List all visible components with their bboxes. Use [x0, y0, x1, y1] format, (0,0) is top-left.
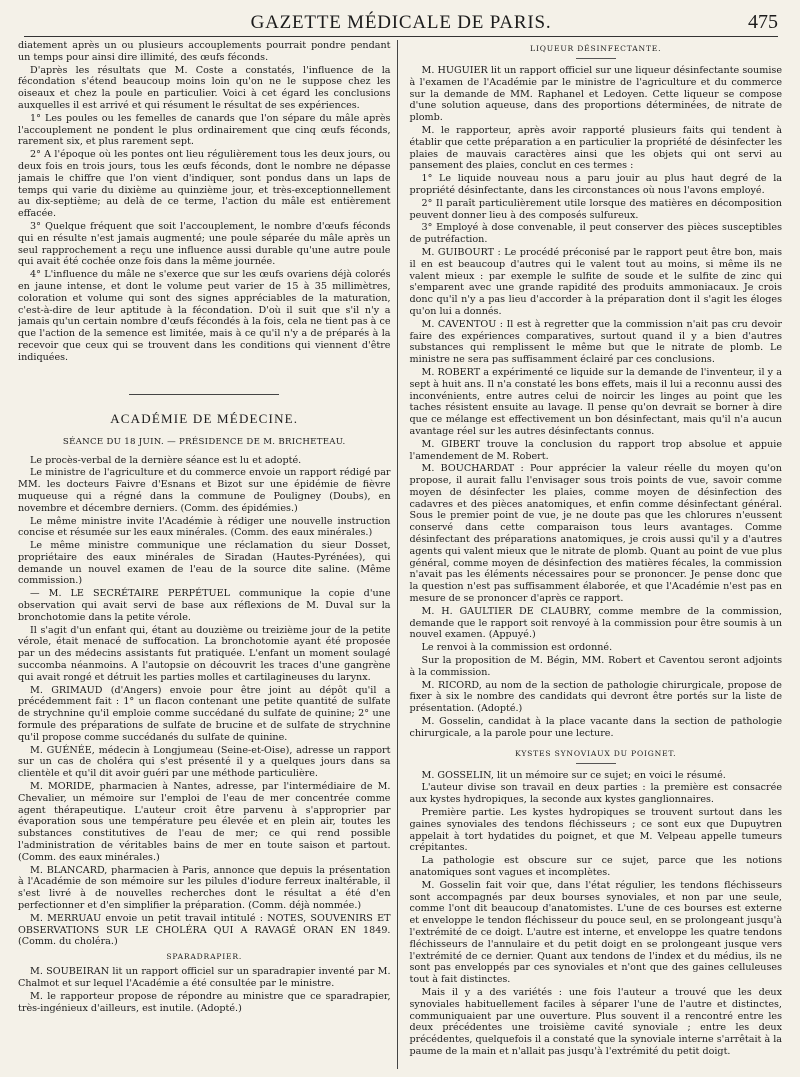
paragraph: M. GUÉNÉE, médecin à Longjumeau (Seine-et-Oise), adresse un rapport sur un cas de choléra qui s'est présenté il y a quelques jours dans sa clientèle et qu'il dit avoir guéri par une méthode particulière. [18, 744, 391, 780]
paragraph: M. GUIBOURT : Le procédé préconisé par le rapport peut être bon, mais il en est beaucoup d'autres qui le valent tout au moins, si même ils ne valent mieux : par exemple le sulfite de soude et le sulfite de zinc qui s'emparent avec une grande rapidité des produits ammoniacaux. Je crois donc qu'il n'y a pas lieu d'accorder à la préparation dont il s'agit les éloges qu'on lui a donnés. [409, 246, 782, 317]
left-column [18, 40, 398, 1069]
paragraph: 2° Il paraît particulièrement utile lorsque des matières en décomposition peuvent donner lieu à des composés sulfureux. [409, 197, 782, 221]
kystes-heading: KYSTES SYNOVIAUX DU POIGNET. [515, 748, 677, 758]
paragraph: Première partie. Les kystes hydropiques se trouvent surtout dans les gaines synoviales des tendons fléchisseurs ; ce sont eux que Dupuytren appelait à tort hydatides du poignet, et que M. Velpeau appelle tumeurs crépitantes. [409, 807, 782, 854]
paragraph: M. GIBERT trouve la conclusion du rapport trop absolue et appuie l'amendement de M. Robert. [409, 438, 782, 462]
paragraph: M. SOUBEIRAN lit un rapport officiel sur un sparadrapier inventé par M. Chalmot et sur lequel l'Académie a été consultée par le ministre. [18, 966, 391, 989]
paragraph: Il s'agit d'un enfant qui, étant au douzième ou treizième jour de la petite vérole, était menacé de suffocation. La bronchotomie ayant été proposée par un des médecins assistants fut pratiquée. L'enfant un moment soulagé succomba néanmoins. A l'autopsie on découvrit les traces d'une gangrène qui avait rongé et détruit les parties molles et cartilagineuses du larynx. [18, 624, 391, 683]
paragraph: Le même ministre invite l'Académie à rédiger une nouvelle instruction concise et résumée sur les eaux minérales. (Comm. des eaux minérales.) [18, 515, 391, 539]
paragraph: D'après les résultats que M. Coste a constatés, l'influence de la fécondation s'étend beaucoup moins loin qu'on ne le suppose chez les oiseaux et chez la poule en particulier. Voici à cet égard les conclusions auxquelles il est arrivé et qui résument le résultat de ses expériences. [18, 64, 391, 111]
paragraph: M. MORIDE, pharmacien à Nantes, adresse, par l'intermédiaire de M. Chevalier, un mémoire sur l'emploi de l'eau de mer concentrée comme agent thérapeutique. L'auteur croit être parvenu à s'approprier par évaporation sous une température peu élevée et en plein air, toutes les substances constitutives de l'eau de mer; ce qui rend possible l'administration de véritables bains de mer en toute saison et partout. (Comm. des eaux minérales.) [18, 781, 391, 863]
paragraph: M. HUGUIER lit un rapport officiel sur une liqueur désinfectante soumise à l'examen de l'Académie par le ministre de l'agriculture et du commerce sur la demande de MM. Raphanel et Ledoyen. Cette liqueur se compose d'une solution aqueuse, dans des proportions déterminées, de nitrate de plomb. [409, 65, 782, 124]
paragraph: L'auteur divise son travail en deux parties : la première est consacrée aux kystes hydropiques, la seconde aux kystes ganglionnaires. [409, 782, 782, 806]
journal-title: GAZETTE MÉDICALE DE PARIS. [250, 12, 552, 33]
paragraph: M. Gosselin, candidat à la place vacante dans la section de pathologie chirurgicale, a la parole pour une lecture. [409, 716, 782, 739]
paragraph: La pathologie est obscure sur ce sujet, parce que les notions anatomiques sont vagues et incomplètes. [409, 855, 782, 878]
academy-section-title: ACADÉMIE DE MÉDECINE. [110, 410, 299, 426]
paragraph: M. BLANCARD, pharmacien à Paris, annonce que depuis la présentation à l'Académie de son mémoire sur les pilules d'iodure ferreux inaltérable, il s'est livré à de nouvelles recherches dont le résultat a été d'en perfectionner et d'en simplifier la préparation. (Comm. déjà nommée.) [18, 864, 391, 911]
paragraph: Le procès-verbal de la dernière séance est lu et adopté. [30, 454, 302, 466]
paragraph: M. GRIMAUD (d'Angers) envoie pour être joint au dépôt qu'il a précédemment fait : 1° un flacon contenant une petite quantité de sulfate de strychnine qu'il emploie comme succédané du sulfate de quinine; 2° une formule des préparations de sulfate de brucine et de sulfate de strychnine qu'il propose comme succédanés du sulfate de quinine. [18, 684, 391, 743]
paragraph: Mais il y a des variétés : une fois l'auteur a trouvé que les deux synoviales habituellement faciles à séparer l'une de l'autre et distinctes, communiquaient par une ouverture. Plus souvent il a rencontré entre les deux précédentes une troisième cavité synoviale ; entre les deux précédentes, quelquefois il a constaté que la synoviale interne s'arrêtait à la paume de la main et n'allait pas jusqu'à l'extrémité du petit doigt. [409, 986, 782, 1057]
paragraph: 1° Le liquide nouveau nous a paru jouir au plus haut degré de la propriété désinfectante, dans les circonstances où nous l'avons employé. [409, 173, 782, 196]
paragraph: M. GOSSELIN, lit un mémoire sur ce sujet; en voici le résumé. [421, 769, 726, 781]
paragraph: M. RICORD, au nom de la section de pathologie chirurgicale, propose de fixer à six le nombre des candidats qui devront être portés sur la liste de présentation. (Adopté.) [409, 679, 782, 715]
text-columns [18, 40, 782, 1069]
paragraph: M. H. GAULTIER DE CLAUBRY, comme membre de la commission, demande que le rapport soit renvoyé à la commission pour être soumis à un nouvel examen. (Appuyé.) [409, 605, 782, 641]
paragraph: 4° L'influence du mâle ne s'exerce que sur les œufs ovariens déjà colorés en jaune intense, et dont le volume peut varier de 15 à 35 millimètres, coloration et volume qui sont des signes appréciables de la maturation, c'est-à-dire de leur aptitude à la fécondation. D'où il suit que s'il n'y a jamais qu'un certain nombre d'œufs fécondés à la fois, cela ne tient pas à ce que l'action de la semence est limitée, mais à ce qu'il n'y a de préparés à la recevoir que ceux qui se trouvent dans les conditions qui viennent d'être indiquées. [18, 269, 391, 363]
paragraph: 2° A l'époque où les pontes ont lieu régulièrement tous les deux jours, ou deux fois en trois jours, tous les œufs féconds, dont le nombre ne dépasse jamais le chiffre que l'on vient d'indiquer, sont pondus dans un laps de temps qui varie du dixième au quinzième jour, et très-exceptionnellement au dix-septième; au delà de ce terme, l'action du mâle est entièrement effacée. [18, 149, 391, 220]
paragraph: M. Gosselin fait voir que, dans l'état régulier, les tendons fléchisseurs sont accompagnés par deux bourses synoviales, et non par une seule, comme l'ont dit beaucoup d'anatomistes. L'une de ces bourses est externe et enveloppe le tendon fléchisseur du pouce seul, en se prolongeant jusqu'à l'extrémité de ce doigt. L'autre est interne, et enveloppe les quatre tendons fléchisseurs de l'annulaire et du petit doigt en se prolongeant jusque vers l'extrémité de ce dernier. Quant aux tendons de l'index et du médius, ils ne sont pas enveloppés par ces synoviales et n'ont que des gaines celluleuses tout à fait distinctes. [409, 879, 782, 986]
liqueur-heading: LIQUEUR DÉSINFECTANTE. [530, 44, 662, 53]
paragraph: diatement après un ou plusieurs accouplements pourrait pondre pendant un temps pour ainsi dire illimité, des œufs féconds. [18, 40, 391, 63]
page-number: 475 [748, 11, 778, 33]
sparadrapier-heading: SPARADRAPIER. [166, 952, 243, 962]
seance-line: SÉANCE DU 18 JUIN. — PRÉSIDENCE DE M. BRICHETEAU. [62, 436, 346, 447]
paragraph: 3° Quelque fréquent que soit l'accouplement, le nombre d'œufs féconds qui en résulte n'est jamais augmenté; une poule séparée du mâle après un seul rapprochement a reçu une influence aussi durable qu'une autre poule qui avait été cochée onze fois dans la même journée. [18, 220, 391, 268]
section-divider [129, 394, 279, 395]
paragraph: M. ROBERT a expérimenté ce liquide sur la demande de l'inventeur, il y a sept à huit ans. Il n'a constaté les bons effets, mais il lui a reconnu aussi des inconvénients, entre autres celui de noircir les linges au point que les taches résistent ensuite au lavage. Il pense qu'on devrait se borner à dire que ce mélange est effectivement un bon désinfectant, mais qu'il n'a aucun avantage réel sur les autres désinfectants connus. [409, 366, 782, 437]
paragraph: Sur la proposition de M. Bégin, MM. Robert et Caventou seront adjoints à la commission. [409, 655, 782, 678]
paragraph: M. MERRUAU envoie un petit travail intitulé : NOTES, SOUVENIRS ET OBSERVATIONS SUR LE CHOLÉRA QUI A RAVAGÉ ORAN EN 1849. (Comm. du choléra.) [18, 912, 391, 948]
heading-rule [576, 763, 616, 764]
right-column [408, 40, 783, 1069]
paragraph: 1° Les poules ou les femelles de canards que l'on sépare du mâle après l'accouplement ne pondent le plus ordinairement que cinq œufs féconds, rarement six, et plus rarement sept. [18, 112, 391, 148]
paragraph: — M. LE SECRÉTAIRE PERPÉTUEL communique la copie d'une observation qui avait servi de base aux réflexions de M. Duval sur la bronchotomie dans la petite vérole. [18, 588, 391, 623]
paragraph: Le même ministre communique une réclamation du sieur Dosset, propriétaire des eaux minérales de Siradan (Hautes-Pyrénées), qui demande un nouvel examen de l'eau de la source dite saline. (Même commission.) [18, 540, 391, 587]
running-header [24, 10, 778, 37]
heading-rule [576, 58, 616, 59]
paragraph: M. CAVENTOU : Il est à regretter que la commission n'ait pas cru devoir faire des expériences comparatives, surtout quand il y a bien d'autres substances qui remplissent le même but que le nitrate de plomb. Le ministre ne sera pas suffisamment éclairé par ces conclusions. [409, 318, 782, 366]
paragraph: Le ministre de l'agriculture et du commerce envoie un rapport rédigé par MM. les docteurs Faivre d'Esnans et Bizot sur une épidémie de fièvre muqueuse qui a régné dans la commune de Pouligney (Doubs), en novembre et décembre derniers. (Comm. des épidémies.) [18, 467, 391, 514]
paragraph: 3° Employé à dose convenable, il peut conserver des pièces susceptibles de putréfaction. [409, 222, 782, 246]
paragraph: M. BOUCHARDAT : Pour apprécier la valeur réelle du moyen qu'on propose, il aurait fallu l'envisager sous trois points de vue, savoir comme moyen de désinfecter les plaies, comme moyen de désinfection des cadavres et des pièces anatomiques, et enfin comme désinfectant général. Sous le premier point de vue, je ne doute pas que les chlorures n'eussent conservé dans cette comparaison tous leurs avantages. Comme désinfectant des préparations anatomiques, je crois aussi qu'il y a d'autres agents qui valent mieux que le nitrate de plomb. Quant au point de vue plus général, comme moyen de désinfection des matières fécales, la commission n'avait pas les éléments nécessaires pour se prononcer. Je pense donc que la question n'est pas suffisamment élaborée, et que l'Académie n'est pas en mesure de se prononcer d'après ce rapport. [409, 463, 782, 605]
paragraph: Le renvoi à la commission est ordonné. [421, 642, 613, 654]
paragraph: M. le rapporteur, après avoir rapporté plusieurs faits qui tendent à établir que cette préparation a en particulier la propriété de désinfecter les plaies de mauvais caractères ainsi que les objets qui ont servi au pansement des plaies, conclut en ces termes : [409, 124, 782, 172]
paragraph: M. le rapporteur propose de répondre au ministre que ce sparadrapier, très-ingénieux d'ailleurs, est inutile. (Adopté.) [18, 990, 391, 1014]
